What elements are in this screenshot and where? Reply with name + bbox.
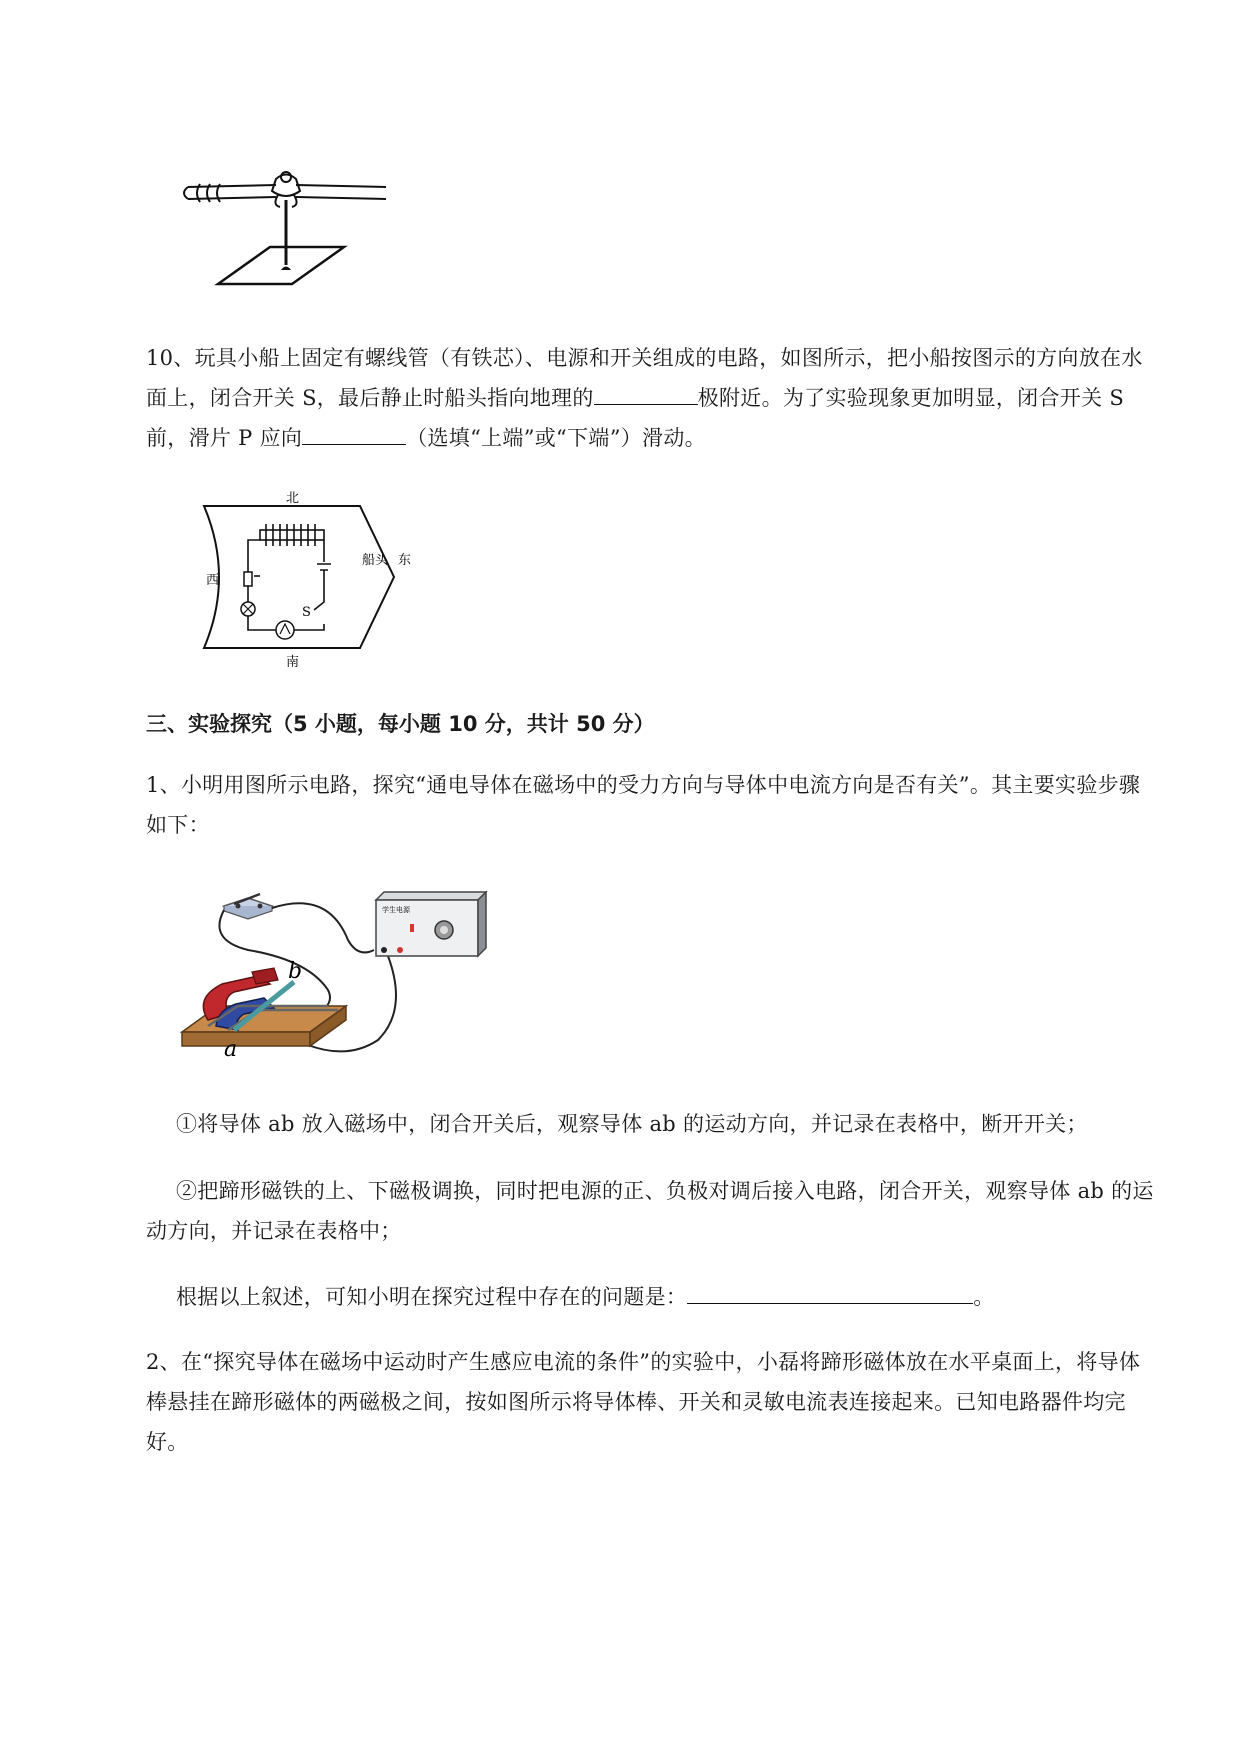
experiment-1-step-2: ②把蹄形磁铁的上、下磁极调换，同时把电源的正、负极对调后接入电路，闭合开关，观察导体 ab 的运动方向，并记录在表格中；	[146, 1179, 1154, 1243]
conclusion-end: 。	[973, 1285, 995, 1309]
answer-blank-slider-direction[interactable]	[302, 422, 406, 445]
answer-blank-problem[interactable]	[687, 1281, 973, 1304]
question-10-text-1: 10、玩具小船上固定有螺线管（有铁芯）、电源和开关组成的电路，如图所示，把小船按图示的方向放在水面上，闭合开关 S，最后静止时船头指向地理的	[146, 346, 1143, 410]
boat-outline	[204, 506, 394, 648]
label-a: a	[224, 1037, 238, 1062]
experiment-1-conclusion	[146, 1277, 1156, 1317]
label-bow: 船头	[362, 553, 389, 568]
switch-icon	[224, 894, 272, 919]
experiment-2-text: 2、在“探究导体在磁场中运动时产生感应电流的条件”的实验中，小磊将蹄形磁体放在水平桌面上，将导体棒悬挂在蹄形磁体的两磁极之间，按如图所示将导体棒、开关和灵敏电流表连接起来。已知电路器件均完好。	[146, 1350, 1141, 1454]
answer-blank-pole[interactable]	[594, 382, 698, 405]
question-10-text-2: 极附近。为了实验现象更加明显，闭合开关 S 前，滑片 P 应向	[146, 386, 1125, 450]
label-north: 北	[286, 491, 300, 506]
label-switch-s: S	[302, 605, 311, 620]
pivot-magnet-figure	[176, 165, 396, 290]
label-west: 西	[206, 573, 220, 588]
toy-boat-figure	[186, 484, 426, 670]
power-supply-icon	[376, 892, 486, 956]
experiment-1-step-1: ①将导体 ab 放入磁场中，闭合开关后，观察导体 ab 的运动方向，并记录在表格中，断开开关；	[176, 1112, 1088, 1136]
label-south: 南	[286, 655, 300, 670]
conclusion-text: 根据以上叙述，可知小明在探究过程中存在的问题是：	[176, 1285, 688, 1309]
power-supply-label: 学生电源	[382, 906, 410, 914]
label-b: b	[288, 959, 303, 984]
experiment-1-intro: 1、小明用图所示电路，探究“通电导体在磁场中的受力方向与导体中电流方向是否有关”。其主要实验步骤如下：	[146, 773, 1141, 837]
solenoid-coil	[260, 524, 324, 546]
question-10-text-3: （选填“上端”或“下端”）滑动。	[406, 426, 706, 450]
section-heading: 三、实验探究（5 小题，每小题 10 分，共计 50 分）	[146, 712, 655, 736]
question-10	[146, 338, 1156, 458]
circuit-wires	[248, 540, 331, 630]
apparatus-figure	[178, 880, 490, 1062]
base-plate	[218, 247, 344, 284]
rheostat	[244, 572, 252, 586]
label-east: 东	[398, 553, 412, 568]
